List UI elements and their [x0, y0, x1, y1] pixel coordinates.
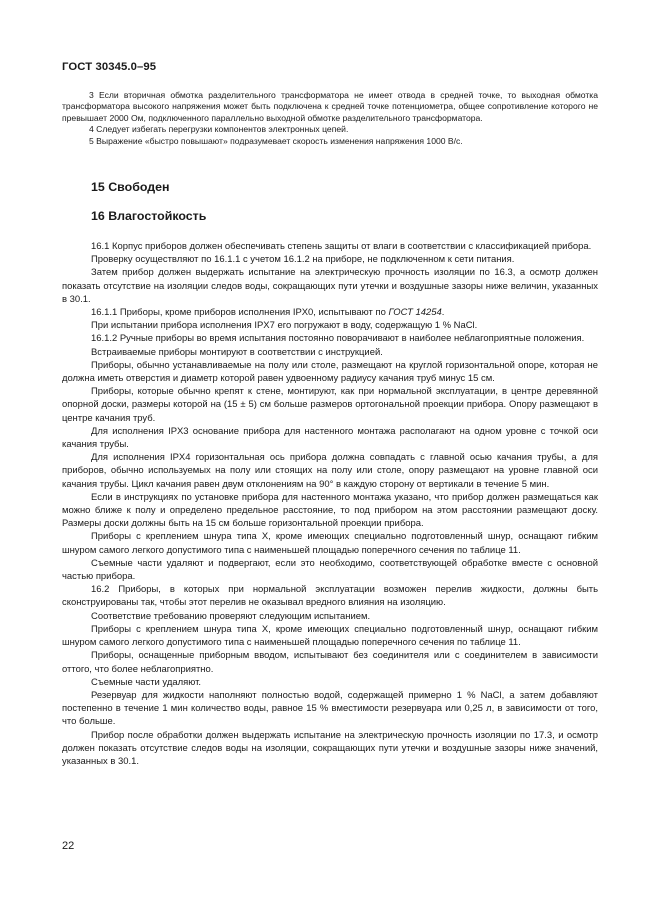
paragraph: Если в инструкциях по установке прибора для настенного монтажа указано, что прибор должен размещаться как можно ближе к полу и определено предельное расстояние, то под прибором на этом расстоянии размещают доску. Размеры доски должны быть на 15 см больше горизонтальной проекции прибора. — [62, 491, 598, 530]
paragraph: Приборы с креплением шнура типа X, кроме имеющих специально подготовленный шнур, оснащают гибким шнуром самого легкого допустимого типа с наименьшей площадью поперечного сечения по таблице 11. — [62, 623, 598, 649]
notes-block — [62, 90, 598, 147]
paragraph: 16.2 Приборы, в которых при нормальной эксплуатации возможен перелив жидкости, должны быть сконструированы так, чтобы этот перелив не оказывал вредного влияния на изоляцию. — [62, 584, 598, 609]
paragraph: Соответствие требованию проверяют следующим испытанием. — [91, 610, 371, 622]
paragraph: Резервуар для жидкости наполняют полностью водой, содержащей примерно 1 % NaCl, а затем добавляют постепенно в течение 1 мин количество воды, равное 15 % вместимости резервуара или 0,25 л, в зависимости от того, что больше. — [62, 689, 598, 728]
section-16-title: 16 Влагостойкость — [91, 209, 207, 223]
paragraph: Для исполнения IPX4 горизонтальная ось прибора должна совпадать с главной осью качания трубы, а для приборов, обычно используемых на полу или стоящих на полу или столе, опору размещают на уровне главной оси качания трубы. Цикл качания равен двум отклонениям на 90° в каждую сторону от вертикали в течение 5 мин. — [62, 452, 598, 490]
section-16-body — [62, 240, 598, 768]
note-5: 5 Выражение «быстро повышают» подразумевает скорость изменения напряжения 1000 В/с. — [89, 135, 463, 146]
paragraph-text: . — [441, 307, 445, 319]
paragraph: Съемные части удаляют. — [91, 676, 201, 688]
section-15-title: 15 Свободен — [91, 180, 170, 194]
document-header: ГОСТ 30345.0–95 — [62, 61, 157, 73]
standard-reference: ГОСТ 14254 — [388, 307, 442, 319]
paragraph: Прибор после обработки должен выдержать испытание на электрическую прочность изоляции по 17.3, и осмотр должен показать отсутствие следов воды на изоляции, сокращающих пути утечки и воздушные зазоры ниже значений, указанных в 30.1. — [62, 729, 598, 767]
paragraph: 16.1 Корпус приборов должен обеспечивать степень защиты от влаги в соответствии с классификацией прибора. — [91, 241, 592, 252]
paragraph-text: 16.1.1 Приборы, кроме приборов исполнения IPX0, испытывают по — [91, 307, 389, 319]
paragraph: Съемные части удаляют и подвергают, если это необходимо, соответствующей обработке вместе с основной частью прибора. — [62, 557, 598, 583]
paragraph: Проверку осуществляют по 16.1.1 с учетом 16.1.2 на приборе, не подключенном к сети питания. — [91, 254, 515, 266]
paragraph: Для исполнения IPX3 основание прибора для настенного монтажа располагают на одном уровне с точкой оси качания трубы. — [62, 425, 598, 451]
note-4: 4 Следует избегать перегрузки компонентов электронных цепей. — [89, 124, 349, 135]
page-number: 22 — [62, 840, 75, 852]
paragraph: Встраиваемые приборы монтируют в соответствии с инструкцией. — [91, 346, 383, 358]
note-3: 3 Если вторичная обмотка разделительного трансформатора не имеет отвода в средней точке, то выходная обмотка трансформатора высокого напряжения может быть подключена к средней точке потенциометра, общее сопротивление которого не превышает 2000 Ом, подключенного параллельно выходной обмотке разделительного трансформатора. — [62, 90, 598, 123]
paragraph: Приборы, обычно устанавливаемые на полу или столе, размещают на круглой горизонтальной опоре, которая не должна иметь отверстия и диаметр которой равен удвоенному радиусу качания труб минус 15 см. — [62, 359, 598, 385]
paragraph: 16.1.2 Ручные приборы во время испытания постоянно поворачивают в наиболее неблагоприятные положения. — [91, 333, 585, 345]
paragraph: Приборы, которые обычно крепят к стене, монтируют, как при нормальной эксплуатации, в центре деревянной опорной доски, размеры которой на (15 ± 5) см больше размеров ортогональной проекции прибора. Опору размещают в центре качания труб. — [62, 386, 598, 424]
paragraph — [62, 306, 598, 319]
paragraph: При испытании прибора исполнения IPX7 его погружают в воду, содержащую 1 % NaCl. — [91, 320, 478, 332]
paragraph: Затем прибор должен выдержать испытание на электрическую прочность изоляции по 16.3, а осмотр должен показать отсутствие на изоляции следов воды, сокращающих пути утечки и воздушные зазоры ниже величин, указанных в 30.1. — [62, 267, 598, 305]
paragraph: Приборы с креплением шнура типа X, кроме имеющих специально подготовленный шнур, оснащают гибким шнуром самого легкого допустимого типа с наименьшей площадью поперечного сечения по таблице 11. — [62, 531, 598, 556]
paragraph: Приборы, оснащенные приборным вводом, испытывают без соединителя или с соединителем в зависимости оттого, что более неблагоприятно. — [62, 650, 598, 675]
